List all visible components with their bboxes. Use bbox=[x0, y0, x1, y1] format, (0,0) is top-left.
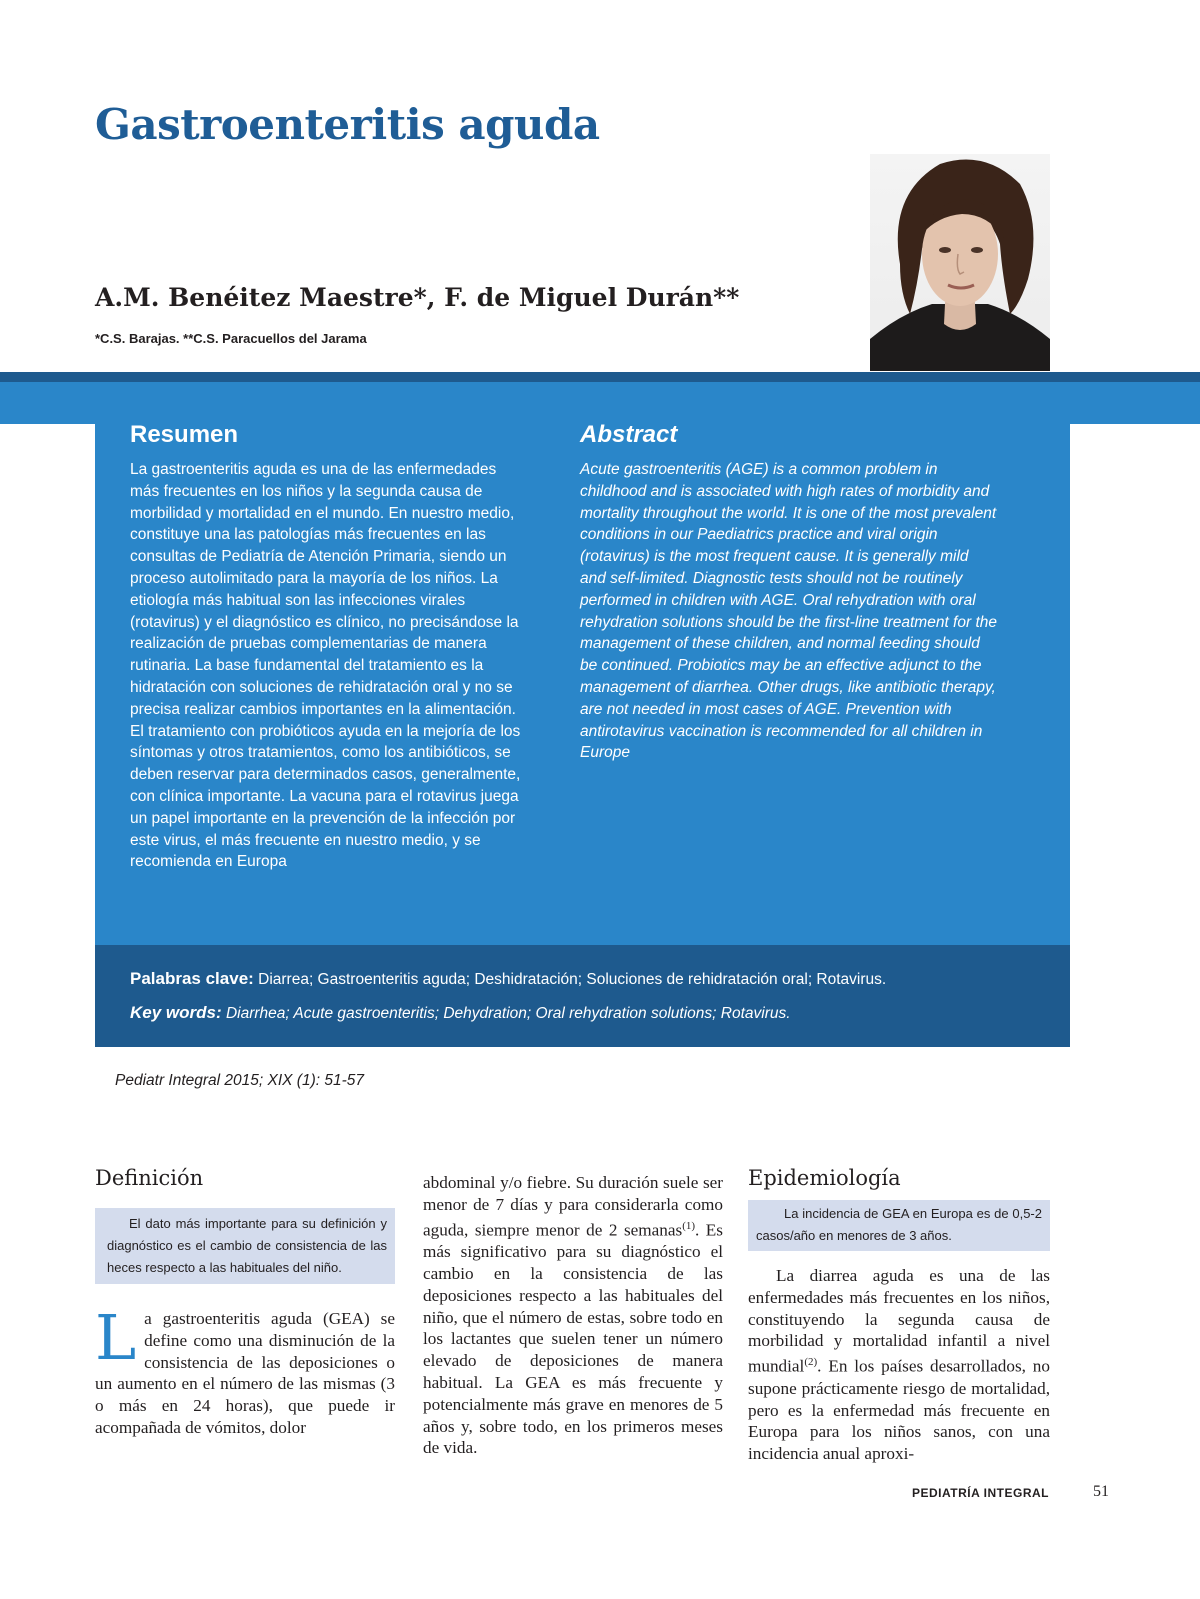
keywords-es-text: Diarrea; Gastroenteritis aguda; Deshidratación; Soluciones de rehidratación oral; Rotavirus. bbox=[258, 971, 887, 988]
keywords-es bbox=[130, 969, 886, 989]
epidemiologia-paragraph-1 bbox=[748, 1265, 1050, 1465]
reference-1[interactable]: (1) bbox=[682, 1219, 696, 1232]
abstract-text: Acute gastroenteritis (AGE) is a common problem in childhood and is associated with high rates of morbidity and mortality throughout the world. It is one of the most prevalent conditions in our Paediatrics practice and viral origin (rotavirus) is the most frequent cause. It is generally mild and self-limited. Diagnostic tests should not be routinely performed in children with AGE. Oral rehydration with oral rehydration solutions should be the first-line treatment for the management of these children, and normal feeding should be continued. Probiotics may be an effective adjunct to the management of diarrhea. Other drugs, like antibiotic therapy, are not needed in most cases of AGE. Prevention with antirotavirus vaccination is recommended for all children in Europe bbox=[580, 461, 998, 762]
epidemiologia-p1b: . En los países desarrollados, no supone prácticamente riesgo de mortalidad, pero es la enfermedad más frecuente en Europa para los niños sanos, con una incidencia anual aproxi- bbox=[748, 1356, 1050, 1464]
keywords-en-text: Diarrhea; Acute gastroenteritis; Dehydration; Oral rehydration solutions; Rotavirus. bbox=[225, 1005, 791, 1022]
keywords-en bbox=[130, 1003, 791, 1023]
abstract-heading: Abstract bbox=[580, 421, 678, 448]
keywords-es-label: Palabras clave: bbox=[130, 969, 254, 988]
definicion-column-continued bbox=[423, 1172, 723, 1459]
definicion-highlight: El dato más importante para su definición y diagnóstico es el cambio de consistencia de las heces respecto a las habituales del niño. bbox=[95, 1208, 395, 1284]
footer-journal-name: PEDIATRÍA INTEGRAL bbox=[912, 1486, 1049, 1500]
definicion-p2a: abdominal y/o fiebre. Su duración suele ser menor de 7 días y para considerarla como aguda, siempre menor de 2 semanas bbox=[423, 1173, 723, 1240]
definicion-paragraph-2 bbox=[423, 1172, 723, 1459]
epidemiologia-heading: Epidemiología bbox=[748, 1166, 901, 1190]
definicion-heading: Definición bbox=[95, 1166, 204, 1190]
header-band bbox=[0, 382, 1200, 424]
resumen-text: La gastroenteritis aguda es una de las enfermedades más frecuentes en los niños y la segunda causa de morbilidad y mortalidad en el mundo. En nuestro medio, constituye una las patologías más frecuentes en las consultas de Pediatría de Atención Primaria, siendo un proceso autolimitado para la mayoría de los niños. La etiología más habitual son las infecciones virales (rotavirus) y el diagnóstico es clínico, no precisándose la realización de pruebas complementarias de manera rutinaria. La base fundamental del tratamiento es la hidratación con soluciones de rehidratación oral y no se precisa realizar cambios importantes en la alimentación. El tratamiento con probióticos ayuda en la mejoría de los síntomas y otros tratamientos, como los antibióticos, se deben reservar para determinados casos, generalmente, con clínica importante. La vacuna para el rotavirus juega un papel importante en la prevención de la infección por este virus, el más frecuente en nuestro medio, y se recomienda en Europa bbox=[130, 461, 521, 871]
journal-citation: Pediatr Integral 2015; XIX (1): 51-57 bbox=[115, 1072, 365, 1089]
author-portrait-image bbox=[870, 154, 1050, 371]
article-authors: A.M. Benéitez Maestre*, F. de Miguel Durán** bbox=[95, 283, 740, 312]
author-photo bbox=[870, 154, 1050, 371]
keywords-en-label: Key words: bbox=[130, 1003, 222, 1022]
epidemiologia-p1a: La diarrea aguda es una de las enfermedades más frecuentes en los niños, constituyendo la segunda causa de morbilidad y mortalidad infantil a nivel mundial bbox=[748, 1266, 1050, 1376]
definicion-column bbox=[95, 1166, 395, 1439]
abstract-box bbox=[95, 421, 1070, 945]
definicion-p2b: . Es más significativo para su diagnóstico el cambio en la consistencia de las deposiciones respecto a las habituales del niño, que el número de estas, sobre todo en los lactantes que suelen tener un número elevado de deposiciones de manera habitual. La GEA es más frecuente y potencialmente más grave en menores de 5 años y, sobre todo, en los primeros meses de vida. bbox=[423, 1220, 723, 1458]
definicion-p1-text: a gastroenteritis aguda (GEA) se define como una disminución de la consistencia de las deposiciones o un aumento en el número de las mismas (3 o más en 24 horas), que puede ir acompañada de vómitos, dolor bbox=[95, 1309, 395, 1437]
definicion-paragraph-1 bbox=[95, 1301, 395, 1439]
epidemiologia-highlight: La incidencia de GEA en Europa es de 0,5-2 casos/año en menores de 3 años. bbox=[748, 1200, 1050, 1251]
article-title: Gastroenteritis aguda bbox=[95, 100, 600, 149]
resumen-heading: Resumen bbox=[130, 421, 239, 448]
page-number: 51 bbox=[1093, 1483, 1109, 1500]
author-affiliations: *C.S. Barajas. **C.S. Paracuellos del Jarama bbox=[95, 331, 367, 346]
epidemiologia-column bbox=[748, 1166, 1050, 1465]
reference-2[interactable]: (2) bbox=[804, 1356, 818, 1369]
dropcap-letter: L bbox=[95, 1301, 137, 1374]
header-band-dark bbox=[0, 372, 1200, 382]
keywords-box bbox=[95, 945, 1070, 1047]
